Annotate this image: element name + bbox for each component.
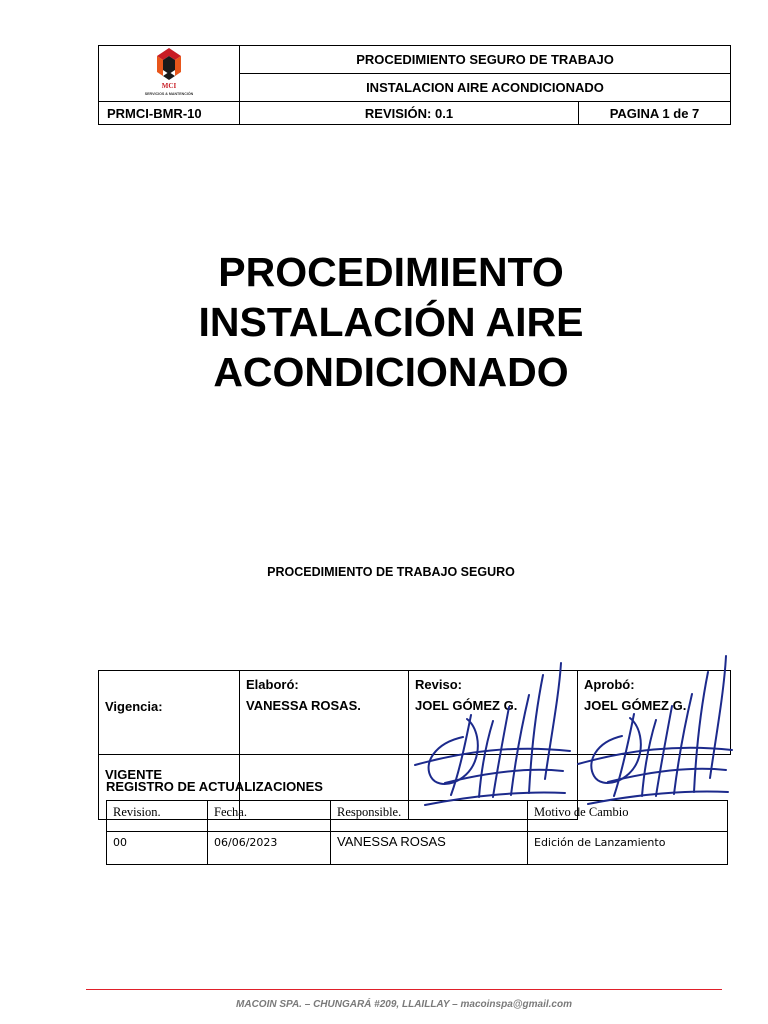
- header-table: [98, 45, 731, 125]
- elaboro-cell: [240, 671, 409, 755]
- registro-table: [106, 800, 728, 865]
- cell-revision: 00: [107, 832, 208, 865]
- aprobo-name: JOEL GÓMEZ G.: [584, 698, 687, 713]
- table-row: [107, 832, 728, 865]
- elaboro-label: Elaboró:: [246, 677, 299, 692]
- footer-rule: [86, 989, 722, 990]
- document-title: [0, 247, 768, 397]
- document-code: PRMCI-BMR-10: [99, 102, 240, 125]
- vigencia-label: Vigencia:: [99, 671, 240, 755]
- logo-subtext: SERVICIOS & MANTENCIÓN: [144, 92, 194, 96]
- header-title-1: PROCEDIMIENTO SEGURO DE TRABAJO: [240, 46, 731, 74]
- aprobo-cell: [578, 671, 731, 755]
- title-line-3: ACONDICIONADO: [213, 349, 569, 395]
- company-logo-icon: [139, 46, 199, 98]
- page-number: PAGINA 1 de 7: [579, 102, 731, 125]
- title-line-2: INSTALACIÓN AIRE: [198, 299, 584, 345]
- cell-responsible: VANESSA ROSAS: [331, 832, 528, 865]
- approvals-table: [98, 670, 731, 820]
- cell-fecha: 06/06/2023: [208, 832, 331, 865]
- reviso-name: JOEL GÓMEZ G.: [415, 698, 518, 713]
- elaboro-name: VANESSA ROSAS.: [246, 698, 361, 713]
- registro-title: REGISTRO DE ACTUALIZACIONES: [106, 779, 323, 794]
- col-header-responsible: Responsible.: [331, 801, 528, 832]
- reviso-label: Reviso:: [415, 677, 462, 692]
- reviso-cell: [409, 671, 578, 755]
- aprobo-label: Aprobó:: [584, 677, 635, 692]
- logo-cell: [99, 46, 240, 102]
- vigente-status: VIGENTE: [99, 755, 240, 820]
- revision: REVISIÓN: 0.1: [240, 102, 579, 125]
- col-header-fecha: Fecha.: [208, 801, 331, 832]
- col-header-motivo: Motivo de Cambio: [528, 801, 728, 832]
- header-title-2: INSTALACION AIRE ACONDICIONADO: [240, 74, 731, 102]
- cell-motivo: Edición de Lanzamiento: [528, 832, 728, 865]
- col-header-revision: Revision.: [107, 801, 208, 832]
- logo-text: MCI: [161, 82, 177, 90]
- title-line-1: PROCEDIMIENTO: [218, 249, 564, 295]
- document-subtitle: PROCEDIMIENTO DE TRABAJO SEGURO: [267, 565, 515, 579]
- footer-address: MACOIN SPA. – CHUNGARÁ #209, LLAILLAY – macoinspa@gmail.com: [236, 999, 572, 1010]
